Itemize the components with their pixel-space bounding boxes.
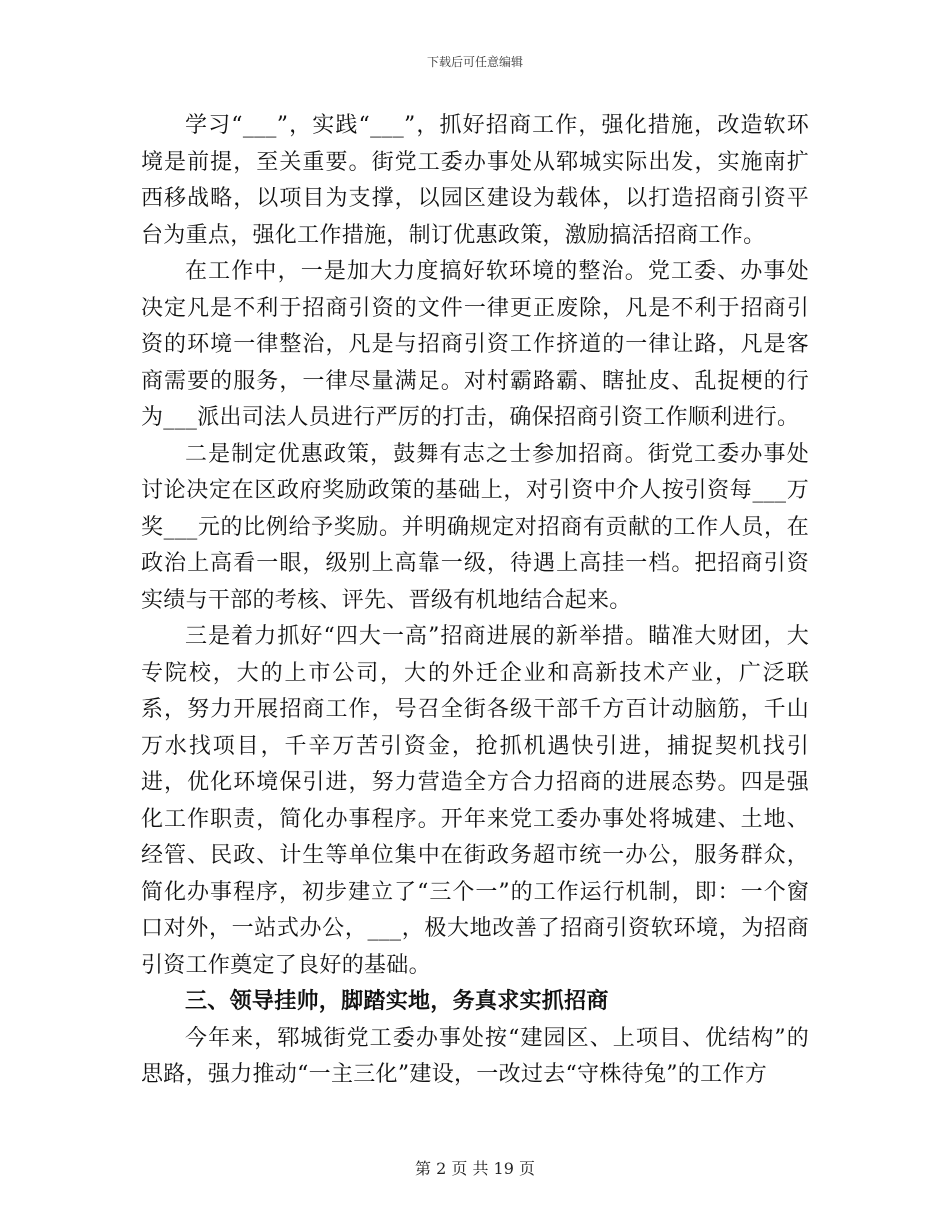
paragraph-5: 今年来，郓城街党工委办事处按“建园区、上项目、优结构”的思路，强力推动“一主三化”建设，一改过去“守株待兔”的工作方 (141, 1025, 809, 1087)
document-body (141, 108, 809, 1094)
page-header: 下载后可任意编辑 (426, 55, 523, 69)
section-heading: 三、领导挂帅，脚踏实地，务真求实抓招商 (185, 989, 609, 1014)
page-footer: 第 2 页 共 19 页 (415, 1159, 535, 1178)
paragraph-3: 二是制定优惠政策，鼓舞有志之士参加招商。街党工委办事处讨论决定在区政府奖励政策的基础上，对引资中介人按引资每___万奖___元的比例给予奖励。并明确规定对招商有贡献的工作人员，在政治上高看一眼，级别上高靠一级，待遇上高挂一档。把招商引资实绩与干部的考核、评先、晋级有机地结合起来。 (141, 441, 809, 613)
paragraph-4: 三是着力抓好“四大一高”招商进展的新举措。瞄准大财团，大专院校，大的上市公司，大的外迁企业和高新技术产业，广泛联系，努力开展招商工作，号召全街各级干部千方百计动脑筋，千山万水找项目，千辛万苦引资金，抢抓机遇快引进，捕捉契机找引进，优化环境保引进，努力营造全方合力招商的进展态势。四是强化工作职责，简化办事程序。开年来党工委办事处将城建、土地、经管、民政、计生等单位集中在街政务超市统一办公，服务群众，简化办事程序，初步建立了“三个一”的工作运行机制，即：一个窗口对外，一站式办公，___，极大地改善了招商引资软环境，为招商引资工作奠定了良好的基础。 (141, 624, 809, 978)
paragraph-2: 在工作中，一是加大力度搞好软环境的整治。党工委、办事处决定凡是不利于招商引资的文件一律更正废除，凡是不利于招商引资的环境一律整治，凡是与招商引资工作挤道的一律让路，凡是客商需要的服务，一律尽量满足。对村霸路霸、瞎扯皮、乱捉梗的行为___派出司法人员进行严厉的打击，确保招商引资工作顺利进行。 (141, 259, 809, 430)
paragraph-1: 学习“___”，实践“___”，抓好招商工作，强化措施，改造软环境是前提，至关重要。街党工委办事处从郓城实际出发，实施南扩西移战略，以项目为支撑，以园区建设为载体，以打造招商引资平台为重点，强化工作措施，制订优惠政策，激励搞活招商工作。 (141, 113, 809, 248)
